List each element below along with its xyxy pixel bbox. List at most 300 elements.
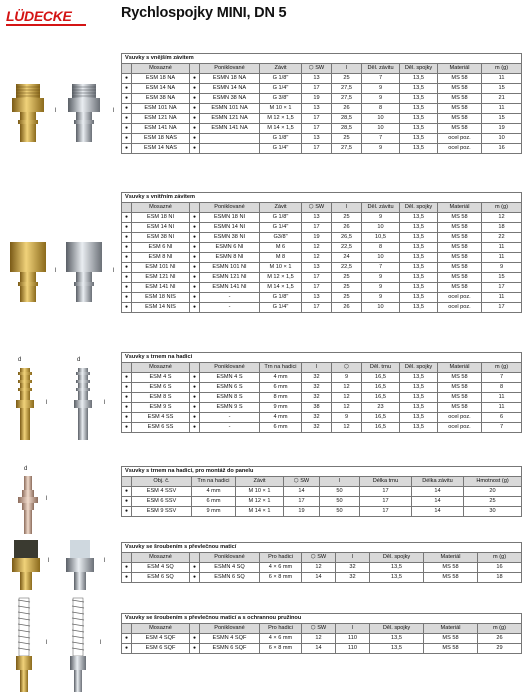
- spring-guard-nipple-nickel-image: [64, 596, 92, 694]
- table-row: [122, 283, 522, 293]
- table-cell: ESM 18 NA: [132, 74, 190, 84]
- table-cell: 15: [482, 84, 522, 94]
- table-cell: 20: [464, 487, 522, 497]
- column-header: Děl. spojky: [400, 363, 438, 373]
- availability-dot: ●: [122, 644, 132, 654]
- availability-dot: ●: [190, 253, 200, 263]
- table-cell: 13,5: [400, 263, 438, 273]
- table-cell: 22,5: [332, 263, 362, 273]
- table-female-thread: [121, 192, 522, 313]
- table-cell: 17: [284, 497, 320, 507]
- table-cell: ESM 38 NI: [132, 233, 190, 243]
- table-cell: 14: [302, 644, 336, 654]
- table-cell: 13: [302, 263, 332, 273]
- table-cell: 18: [482, 223, 522, 233]
- union-nut-nipple-brass-image: [8, 538, 44, 592]
- table-cell: ESM 101 NA: [132, 104, 190, 114]
- column-header: Materiál: [438, 64, 482, 74]
- table-cell: 8: [362, 243, 400, 253]
- table-cell: M 12 × 1: [236, 497, 284, 507]
- table-cell: ESM 6 NI: [132, 243, 190, 253]
- table-cell: 14: [302, 573, 336, 583]
- availability-dot: ●: [190, 243, 200, 253]
- table-cell: ESMN 38 NA: [200, 94, 260, 104]
- column-header: Materiál: [438, 203, 482, 213]
- table-cell: 8: [362, 104, 400, 114]
- column-header: [190, 624, 200, 634]
- column-header: m (g): [482, 363, 522, 373]
- table-cell: 10: [362, 253, 400, 263]
- availability-dot: ●: [122, 124, 132, 134]
- column-header: Délka trnu: [360, 477, 412, 487]
- table-cell: 11: [482, 293, 522, 303]
- table-cell: 11: [482, 104, 522, 114]
- availability-dot: ●: [122, 507, 132, 517]
- table-cell: ESMN 6 SQ: [200, 573, 260, 583]
- column-header: Mosazné: [132, 363, 190, 373]
- column-header: Mosazné: [132, 64, 190, 74]
- availability-dot: ●: [122, 573, 132, 583]
- availability-dot: ●: [190, 263, 200, 273]
- table-cell: 50: [320, 497, 360, 507]
- table-cell: -: [200, 423, 260, 433]
- diameter-label: d: [18, 357, 22, 363]
- table-cell: 10: [362, 303, 400, 313]
- availability-dot: ●: [122, 144, 132, 154]
- table-cell: -: [200, 293, 260, 303]
- table-cell: 13: [302, 74, 332, 84]
- female-thread-nipple-nickel-image: [62, 240, 106, 304]
- table-cell: 13: [302, 134, 332, 144]
- table-cell: 12: [332, 393, 362, 403]
- table-cell: 6 × 8 mm: [260, 644, 302, 654]
- table-cell: ESMN 18 NI: [200, 213, 260, 223]
- table-cell: 8 mm: [260, 393, 302, 403]
- table-cell: 17: [482, 283, 522, 293]
- table-cell: ocel poz.: [438, 413, 482, 423]
- table-cell: 32: [302, 383, 332, 393]
- availability-dot: ●: [190, 383, 200, 393]
- panel-mount-nipple-image: [14, 475, 42, 535]
- column-header: m (g): [478, 624, 522, 634]
- table-row: [122, 507, 522, 517]
- table-cell: ESMN 4 SQF: [200, 634, 260, 644]
- column-header: Hmotnost (g): [464, 477, 522, 487]
- table-cell: 9: [482, 263, 522, 273]
- availability-dot: ●: [190, 403, 200, 413]
- column-header: Děl. trnu: [362, 363, 400, 373]
- table-cell: ESM 121 NA: [132, 114, 190, 124]
- table-cell: 17: [302, 283, 332, 293]
- table-cell: M 12 × 1,5: [260, 273, 302, 283]
- table-cell: 13,5: [370, 573, 424, 583]
- table-cell: ESMN 14 NA: [200, 84, 260, 94]
- table-cell: 17: [302, 223, 332, 233]
- table-cell: 19: [302, 233, 332, 243]
- table-cell: 11: [482, 403, 522, 413]
- table-cell: 50: [320, 487, 360, 497]
- table-cell: 32: [302, 373, 332, 383]
- column-header: m (g): [478, 553, 522, 563]
- table-cell: 13,5: [400, 273, 438, 283]
- column-header: Materiál: [424, 553, 478, 563]
- table-cell: 10: [362, 114, 400, 124]
- column-header: [190, 553, 200, 563]
- column-header: l: [320, 477, 360, 487]
- table-cell: 30: [464, 507, 522, 517]
- table-cell: 4 mm: [192, 487, 236, 497]
- table-cell: 24: [332, 253, 362, 263]
- table-cell: ESM 14 NIS: [132, 303, 190, 313]
- table-cell: -: [200, 413, 260, 423]
- availability-dot: ●: [190, 134, 200, 144]
- table-cell: MS 58: [438, 243, 482, 253]
- table-cell: 17: [302, 114, 332, 124]
- table-cell: [200, 144, 260, 154]
- section-caption: Vsuvky se šroubením s převlečnou maticí a s ochrannou pružinou: [122, 614, 522, 624]
- table-cell: ESM 38 NA: [132, 94, 190, 104]
- table-row: [122, 573, 522, 583]
- table-cell: G 1/8": [260, 74, 302, 84]
- availability-dot: ●: [122, 413, 132, 423]
- availability-dot: ●: [190, 124, 200, 134]
- diameter-label: d: [77, 357, 81, 363]
- table-cell: M 8: [260, 253, 302, 263]
- table-cell: 19: [302, 94, 332, 104]
- column-header: ⬡ SW: [302, 64, 332, 74]
- column-header: [122, 553, 132, 563]
- table-cell: ESM 4 SS: [132, 413, 190, 423]
- table-cell: 17: [302, 273, 332, 283]
- diameter-label: d: [24, 466, 28, 472]
- availability-dot: ●: [190, 84, 200, 94]
- column-header: Děl. závitu: [362, 203, 400, 213]
- table-cell: 16: [478, 563, 522, 573]
- table-cell: 12: [332, 423, 362, 433]
- table-row: [122, 423, 522, 433]
- table-cell: 50: [320, 507, 360, 517]
- table-row: [122, 403, 522, 413]
- column-header: Poniklované: [200, 553, 260, 563]
- availability-dot: ●: [122, 213, 132, 223]
- table-cell: 32: [302, 413, 332, 423]
- section-caption: Vsuvky se šroubením s převlečnou maticí: [122, 543, 522, 553]
- table-cell: MS 58: [438, 373, 482, 383]
- availability-dot: ●: [122, 114, 132, 124]
- table-cell: 22: [482, 233, 522, 243]
- table-cell: 10: [362, 223, 400, 233]
- table-cell: 17: [302, 84, 332, 94]
- male-thread-nipple-nickel-image: [62, 82, 106, 144]
- table-cell: 13,5: [400, 114, 438, 124]
- table-cell: 11: [482, 243, 522, 253]
- table-row: [122, 74, 522, 84]
- table-cell: 12: [302, 243, 332, 253]
- table-union-nut: [121, 542, 522, 583]
- table-cell: 13,5: [400, 303, 438, 313]
- hose-barb-nipple-brass-image: [10, 366, 40, 442]
- table-cell: 13,5: [400, 94, 438, 104]
- availability-dot: ●: [190, 423, 200, 433]
- column-header: [122, 203, 132, 213]
- brand-logo: LÜDECKE: [6, 8, 72, 24]
- length-label: l: [48, 558, 50, 564]
- table-cell: 13: [302, 213, 332, 223]
- length-label: l: [113, 268, 115, 274]
- table-cell: ESM 6 SQ: [132, 573, 190, 583]
- length-label: l: [100, 640, 102, 646]
- table-cell: 25: [332, 283, 362, 293]
- table-cell: ESM 6 S: [132, 383, 190, 393]
- availability-dot: ●: [122, 383, 132, 393]
- table-cell: ESMN 18 NA: [200, 74, 260, 84]
- table-cell: ESMN 6 SQF: [200, 644, 260, 654]
- table-row: [122, 213, 522, 223]
- column-header: Trn na hadici: [260, 363, 302, 373]
- table-cell: 13,5: [400, 243, 438, 253]
- table-cell: 9: [362, 273, 400, 283]
- availability-dot: ●: [122, 423, 132, 433]
- table-cell: 10,5: [362, 233, 400, 243]
- table-cell: 19: [284, 507, 320, 517]
- table-union-nut-spring: [121, 613, 522, 654]
- availability-dot: ●: [122, 253, 132, 263]
- availability-dot: ●: [122, 94, 132, 104]
- column-header: ⬡ SW: [302, 553, 336, 563]
- table-row: [122, 124, 522, 134]
- table-cell: 17: [302, 303, 332, 313]
- table-cell: ESMN 121 NA: [200, 114, 260, 124]
- availability-dot: ●: [122, 233, 132, 243]
- table-row: [122, 114, 522, 124]
- table-cell: [200, 134, 260, 144]
- table-cell: MS 58: [438, 114, 482, 124]
- table-cell: MS 58: [438, 263, 482, 273]
- table-cell: ESMN 101 NI: [200, 263, 260, 273]
- union-nut-nipple-nickel-image: [62, 538, 98, 592]
- table-cell: 32: [336, 573, 370, 583]
- table-cell: MS 58: [424, 644, 478, 654]
- table-cell: 13,5: [400, 233, 438, 243]
- table-male-thread: [121, 53, 522, 154]
- availability-dot: ●: [122, 263, 132, 273]
- table-cell: 4 mm: [260, 413, 302, 423]
- table-cell: 25: [332, 74, 362, 84]
- table-cell: G 1/8": [260, 293, 302, 303]
- table-row: [122, 104, 522, 114]
- table-cell: 21: [482, 94, 522, 104]
- page-title: Rychlospojky MINI, DN 5: [121, 5, 287, 21]
- column-header: Závit: [260, 203, 302, 213]
- table-cell: 16: [482, 144, 522, 154]
- table-cell: 12: [482, 213, 522, 223]
- table-row: [122, 94, 522, 104]
- column-header: l: [332, 203, 362, 213]
- table-cell: 9 mm: [192, 507, 236, 517]
- table-cell: ESMN 14 NI: [200, 223, 260, 233]
- column-header: Poniklované: [200, 363, 260, 373]
- availability-dot: ●: [122, 283, 132, 293]
- table-cell: 13,5: [400, 124, 438, 134]
- table-cell: ESMN 141 NA: [200, 124, 260, 134]
- availability-dot: ●: [190, 393, 200, 403]
- column-header: ⬡: [332, 363, 362, 373]
- table-cell: 4 × 6 mm: [260, 634, 302, 644]
- table-cell: 16,5: [362, 413, 400, 423]
- column-header: Mosazné: [132, 203, 190, 213]
- table-cell: ESMN 8 S: [200, 393, 260, 403]
- column-header: [190, 363, 200, 373]
- table-header-row: [122, 363, 522, 373]
- table-cell: MS 58: [438, 233, 482, 243]
- table-cell: 16,5: [362, 383, 400, 393]
- table-panel-mount: [121, 466, 522, 517]
- length-label: l: [46, 496, 48, 502]
- table-cell: 26: [332, 104, 362, 114]
- table-cell: 9: [332, 413, 362, 423]
- table-cell: 6 mm: [260, 383, 302, 393]
- table-cell: 17: [360, 497, 412, 507]
- table-cell: 13,5: [370, 644, 424, 654]
- availability-dot: ●: [190, 373, 200, 383]
- table-row: [122, 497, 522, 507]
- hose-barb-nipple-nickel-image: [68, 366, 98, 442]
- table-cell: 6 × 8 mm: [260, 573, 302, 583]
- table-cell: ESMN 4 S: [200, 373, 260, 383]
- column-header: Pro hadici: [260, 624, 302, 634]
- table-cell: MS 58: [438, 84, 482, 94]
- table-cell: 7: [482, 423, 522, 433]
- table-cell: 28,5: [332, 124, 362, 134]
- spring-guard-nipple-brass-image: [10, 596, 38, 694]
- availability-dot: ●: [190, 144, 200, 154]
- availability-dot: ●: [122, 273, 132, 283]
- table-cell: M 12 × 1,5: [260, 114, 302, 124]
- availability-dot: ●: [190, 413, 200, 423]
- section-caption: Vsuvky s vnějším závitem: [122, 54, 522, 64]
- table-cell: 7: [362, 74, 400, 84]
- availability-dot: ●: [190, 94, 200, 104]
- table-cell: G3/8": [260, 233, 302, 243]
- length-label: l: [55, 268, 57, 274]
- availability-dot: ●: [190, 644, 200, 654]
- column-header: [122, 624, 132, 634]
- table-cell: 12: [302, 253, 332, 263]
- table-cell: 16,5: [362, 423, 400, 433]
- table-cell: MS 58: [438, 104, 482, 114]
- availability-dot: ●: [122, 74, 132, 84]
- column-header: ⬡ SW: [302, 624, 336, 634]
- female-thread-nipple-brass-image: [6, 240, 50, 304]
- table-cell: 26,5: [332, 233, 362, 243]
- table-cell: 25: [332, 293, 362, 303]
- table-cell: 18: [478, 573, 522, 583]
- table-cell: 26: [478, 634, 522, 644]
- table-cell: MS 58: [438, 393, 482, 403]
- column-header: Pro hadici: [260, 553, 302, 563]
- table-cell: ESMN 6 NI: [200, 243, 260, 253]
- availability-dot: ●: [190, 233, 200, 243]
- table-cell: 13,5: [400, 403, 438, 413]
- column-header: ⬡ SW: [284, 477, 320, 487]
- table-cell: ESMN 8 NI: [200, 253, 260, 263]
- table-cell: ESM 14 NAS: [132, 144, 190, 154]
- column-header: Poniklované: [200, 624, 260, 634]
- availability-dot: ●: [122, 393, 132, 403]
- availability-dot: ●: [122, 243, 132, 253]
- table-cell: 25: [332, 134, 362, 144]
- table-cell: M 14 × 1,5: [260, 124, 302, 134]
- table-cell: 9: [332, 373, 362, 383]
- table-cell: M 14 × 1,5: [260, 283, 302, 293]
- table-cell: MS 58: [438, 403, 482, 413]
- table-cell: 110: [336, 644, 370, 654]
- column-header: Děl. spojky: [370, 624, 424, 634]
- table-row: [122, 303, 522, 313]
- table-cell: 25: [332, 213, 362, 223]
- table-cell: 26: [332, 303, 362, 313]
- table-cell: M 10 × 1: [260, 104, 302, 114]
- availability-dot: ●: [122, 634, 132, 644]
- column-header: [190, 64, 200, 74]
- table-row: [122, 393, 522, 403]
- table-row: [122, 644, 522, 654]
- table-cell: G 1/8": [260, 213, 302, 223]
- table-cell: 6: [482, 413, 522, 423]
- table-cell: ESM 4 SQ: [132, 563, 190, 573]
- table-cell: 26: [332, 223, 362, 233]
- table-cell: MS 58: [438, 124, 482, 134]
- table-cell: 32: [302, 423, 332, 433]
- table-row: [122, 634, 522, 644]
- table-cell: 27,5: [332, 94, 362, 104]
- table-cell: ocel poz.: [438, 293, 482, 303]
- table-cell: 8: [482, 383, 522, 393]
- table-cell: 11: [482, 253, 522, 263]
- availability-dot: ●: [190, 563, 200, 573]
- availability-dot: ●: [190, 573, 200, 583]
- table-cell: 11: [482, 393, 522, 403]
- table-cell: MS 58: [438, 283, 482, 293]
- column-header: Děl. spojky: [400, 64, 438, 74]
- table-cell: ESMN 6 S: [200, 383, 260, 393]
- table-cell: 12: [302, 563, 336, 573]
- table-cell: 13,5: [400, 134, 438, 144]
- table-cell: MS 58: [438, 213, 482, 223]
- table-cell: 32: [302, 393, 332, 403]
- table-cell: ESM 14 NI: [132, 223, 190, 233]
- table-cell: 13,5: [400, 74, 438, 84]
- table-row: [122, 563, 522, 573]
- table-cell: ESM 8 NI: [132, 253, 190, 263]
- table-cell: 7: [482, 373, 522, 383]
- table-cell: 17: [360, 507, 412, 517]
- table-cell: 4 × 6 mm: [260, 563, 302, 573]
- table-cell: 15: [482, 273, 522, 283]
- availability-dot: ●: [122, 104, 132, 114]
- availability-dot: ●: [190, 213, 200, 223]
- availability-dot: ●: [122, 134, 132, 144]
- table-row: [122, 243, 522, 253]
- availability-dot: ●: [122, 223, 132, 233]
- table-cell: 17: [302, 144, 332, 154]
- availability-dot: ●: [190, 634, 200, 644]
- table-cell: M 10 × 1: [260, 263, 302, 273]
- table-row: [122, 413, 522, 423]
- table-cell: G 1/4": [260, 223, 302, 233]
- table-cell: ESM 18 NI: [132, 213, 190, 223]
- table-cell: ESM 8 S: [132, 393, 190, 403]
